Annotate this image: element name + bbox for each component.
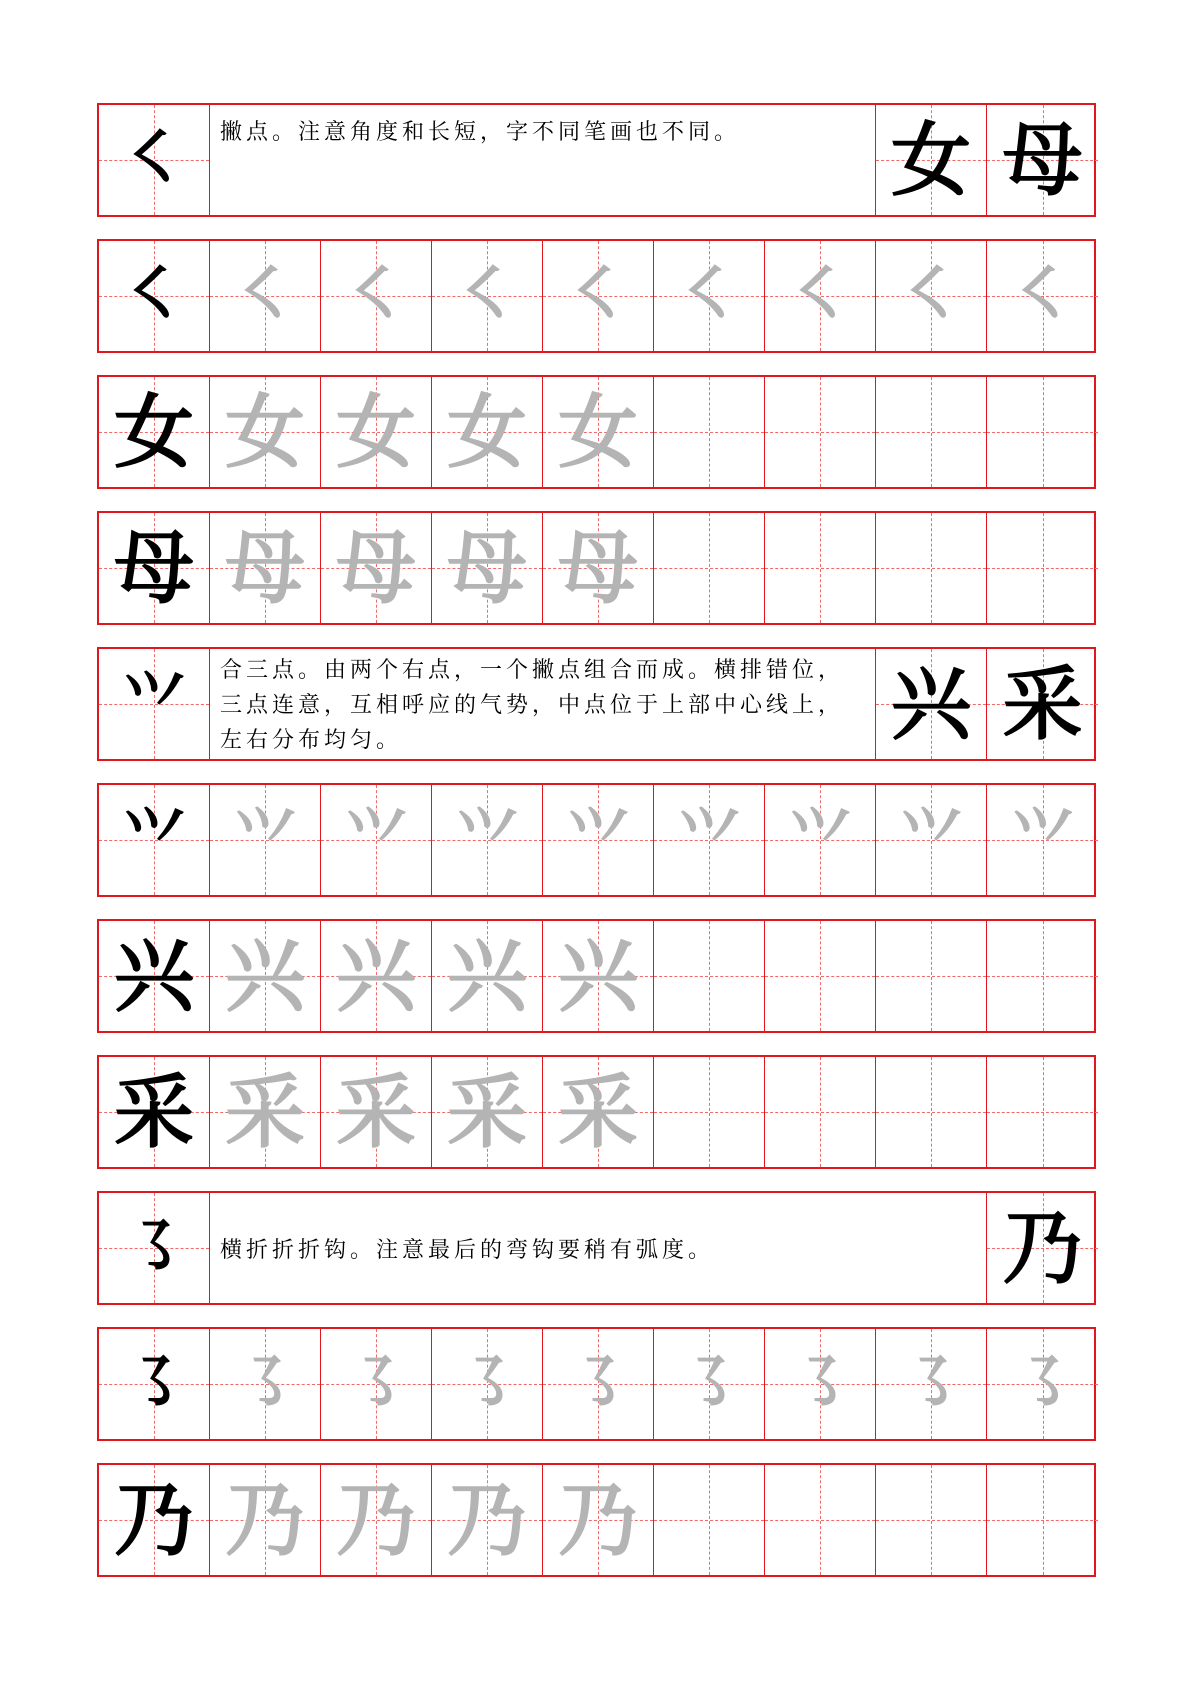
trace-cell[interactable] [543, 513, 654, 623]
blank-cell[interactable] [765, 1057, 876, 1167]
trace-cell[interactable] [654, 1329, 765, 1439]
trace-cell[interactable] [543, 1465, 654, 1575]
trace-glyph: ㇌ [455, 1346, 519, 1421]
model-glyph: 乃 [114, 1473, 194, 1567]
blank-cell[interactable] [987, 1465, 1098, 1575]
trace-glyph: ㇛ [677, 258, 741, 333]
trace-cell[interactable] [765, 785, 876, 895]
char-practice-row-nv [97, 375, 1096, 489]
trace-glyph: ㇛ [233, 258, 297, 333]
blank-cell[interactable] [654, 513, 765, 623]
trace-glyph: 女 [558, 385, 638, 479]
example-cell [876, 649, 987, 759]
trace-glyph: ㇌ [566, 1346, 630, 1421]
stroke-model-cell [99, 1193, 210, 1303]
stroke-glyph: ㇌ [122, 1346, 186, 1421]
example-glyph: 女 [891, 113, 971, 207]
trace-glyph: ⺍ [1010, 802, 1075, 877]
blank-cell[interactable] [765, 1465, 876, 1575]
stroke-practice-row [97, 783, 1096, 897]
char-model-cell [99, 513, 210, 623]
trace-cell[interactable] [876, 241, 987, 351]
stroke-glyph: ㇛ [122, 122, 186, 197]
model-glyph: 采 [114, 1065, 194, 1159]
trace-cell[interactable] [765, 1329, 876, 1439]
stroke-glyph: ⺍ [122, 802, 186, 877]
trace-glyph: ⺍ [233, 802, 297, 877]
trace-cell[interactable] [876, 785, 987, 895]
intro-row-hengzhezhezhegou [97, 1191, 1096, 1305]
trace-glyph: ⺍ [455, 802, 519, 877]
example-cell [987, 649, 1098, 759]
trace-cell[interactable] [876, 1329, 987, 1439]
blank-cell[interactable] [654, 1057, 765, 1167]
blank-cell[interactable] [765, 377, 876, 487]
blank-cell[interactable] [987, 921, 1098, 1031]
trace-cell[interactable] [765, 241, 876, 351]
example-glyph: 母 [1002, 113, 1083, 207]
trace-cell[interactable] [321, 1329, 432, 1439]
intro-row-hesandian [97, 647, 1096, 761]
trace-glyph: ㇌ [788, 1346, 852, 1421]
trace-glyph: 采 [336, 1065, 416, 1159]
char-model-cell [99, 1465, 210, 1575]
stroke-glyph: ㇛ [122, 258, 186, 333]
trace-cell[interactable] [543, 785, 654, 895]
trace-cell[interactable] [543, 241, 654, 351]
trace-cell[interactable] [432, 241, 543, 351]
trace-glyph: 采 [225, 1065, 305, 1159]
trace-cell[interactable] [987, 241, 1098, 351]
trace-glyph: ㇛ [455, 258, 519, 333]
stroke-model-cell [99, 785, 210, 895]
example-cell [876, 105, 987, 215]
trace-cell[interactable] [321, 377, 432, 487]
stroke-model-cell [99, 241, 210, 351]
trace-cell[interactable] [210, 377, 321, 487]
trace-glyph: 女 [447, 385, 527, 479]
stroke-description: 横折折折钩。注意最后的弯钩要稍有弧度。 [210, 1193, 987, 1303]
blank-cell[interactable] [987, 1057, 1098, 1167]
trace-cell[interactable] [321, 1057, 432, 1167]
trace-cell[interactable] [210, 513, 321, 623]
char-practice-row-nai [97, 1463, 1096, 1577]
blank-cell[interactable] [876, 921, 987, 1031]
stroke-glyph: ㇌ [122, 1210, 186, 1285]
trace-cell[interactable] [543, 1329, 654, 1439]
intro-row-piedian [97, 103, 1096, 217]
char-model-cell [99, 921, 210, 1031]
trace-glyph: 母 [558, 521, 638, 615]
blank-cell[interactable] [765, 513, 876, 623]
stroke-glyph: ⺍ [122, 666, 186, 741]
char-model-cell [99, 377, 210, 487]
trace-cell[interactable] [432, 1329, 543, 1439]
blank-cell[interactable] [654, 377, 765, 487]
trace-glyph: 采 [447, 1065, 527, 1159]
trace-glyph: ⺍ [899, 802, 963, 877]
stroke-description: 撇点。注意角度和长短，字不同笔画也不同。 [210, 105, 876, 215]
trace-cell[interactable] [210, 921, 321, 1031]
trace-cell[interactable] [210, 241, 321, 351]
blank-cell[interactable] [654, 1465, 765, 1575]
example-glyph: 乃 [1002, 1201, 1083, 1295]
trace-cell[interactable] [432, 1465, 543, 1575]
trace-glyph: 母 [447, 521, 527, 615]
trace-cell[interactable] [654, 785, 765, 895]
trace-cell[interactable] [543, 921, 654, 1031]
trace-glyph: 乃 [336, 1473, 416, 1567]
blank-cell[interactable] [876, 513, 987, 623]
example-cell [987, 105, 1098, 215]
trace-glyph: ⺍ [344, 802, 408, 877]
trace-cell[interactable] [210, 1465, 321, 1575]
trace-cell[interactable] [654, 241, 765, 351]
trace-cell[interactable] [321, 1465, 432, 1575]
trace-glyph: ㇌ [899, 1346, 963, 1421]
trace-cell[interactable] [432, 921, 543, 1031]
trace-glyph: ⺍ [677, 802, 741, 877]
trace-glyph: 采 [558, 1065, 638, 1159]
stroke-description: 合三点。由两个右点，一个撇点组合而成。横排错位，三点连意，互相呼应的气势，中点位于上部中心线上，左右分布均匀。 [210, 649, 876, 759]
trace-glyph: ㇛ [566, 258, 630, 333]
practice-sheet [97, 103, 1096, 1599]
char-practice-row-mu [97, 511, 1096, 625]
trace-cell[interactable] [987, 785, 1098, 895]
stroke-model-cell [99, 105, 210, 215]
trace-cell[interactable] [321, 513, 432, 623]
trace-glyph: ㇌ [1010, 1346, 1075, 1421]
trace-cell[interactable] [987, 1329, 1098, 1439]
trace-glyph: ㇌ [233, 1346, 297, 1421]
trace-glyph: 乃 [225, 1473, 305, 1567]
trace-glyph: 兴 [558, 929, 638, 1023]
trace-cell[interactable] [210, 1329, 321, 1439]
char-model-cell [99, 1057, 210, 1167]
trace-cell[interactable] [432, 785, 543, 895]
trace-cell[interactable] [543, 1057, 654, 1167]
trace-glyph: ㇛ [899, 258, 963, 333]
trace-glyph: ㇌ [677, 1346, 741, 1421]
trace-cell[interactable] [432, 1057, 543, 1167]
example-glyph: 兴 [891, 657, 971, 751]
trace-glyph: ⺍ [566, 802, 630, 877]
trace-cell[interactable] [321, 921, 432, 1031]
blank-cell[interactable] [987, 377, 1098, 487]
trace-glyph: 母 [336, 521, 416, 615]
trace-glyph: 母 [225, 521, 305, 615]
trace-glyph: ㇛ [1010, 258, 1075, 333]
trace-glyph: ㇌ [344, 1346, 408, 1421]
trace-cell[interactable] [321, 785, 432, 895]
stroke-practice-row [97, 239, 1096, 353]
model-glyph: 兴 [114, 929, 194, 1023]
model-glyph: 母 [114, 521, 194, 615]
blank-cell[interactable] [876, 1465, 987, 1575]
trace-glyph: ㇛ [344, 258, 408, 333]
trace-glyph: 乃 [558, 1473, 638, 1567]
trace-glyph: 兴 [336, 929, 416, 1023]
char-practice-row-xing [97, 919, 1096, 1033]
trace-glyph: 兴 [447, 929, 527, 1023]
trace-glyph: 兴 [225, 929, 305, 1023]
example-cell [987, 1193, 1098, 1303]
model-glyph: 女 [114, 385, 194, 479]
char-practice-row-cai [97, 1055, 1096, 1169]
stroke-model-cell [99, 1329, 210, 1439]
blank-cell[interactable] [654, 921, 765, 1031]
trace-cell[interactable] [321, 241, 432, 351]
trace-cell[interactable] [210, 785, 321, 895]
blank-cell[interactable] [876, 377, 987, 487]
trace-cell[interactable] [543, 377, 654, 487]
trace-glyph: 女 [225, 385, 305, 479]
trace-cell[interactable] [432, 377, 543, 487]
trace-cell[interactable] [210, 1057, 321, 1167]
trace-glyph: 女 [336, 385, 416, 479]
trace-glyph: ⺍ [788, 802, 852, 877]
stroke-practice-row [97, 1327, 1096, 1441]
trace-glyph: ㇛ [788, 258, 852, 333]
trace-cell[interactable] [432, 513, 543, 623]
blank-cell[interactable] [987, 513, 1098, 623]
stroke-model-cell [99, 649, 210, 759]
example-glyph: 采 [1002, 657, 1083, 751]
blank-cell[interactable] [876, 1057, 987, 1167]
trace-glyph: 乃 [447, 1473, 527, 1567]
blank-cell[interactable] [765, 921, 876, 1031]
